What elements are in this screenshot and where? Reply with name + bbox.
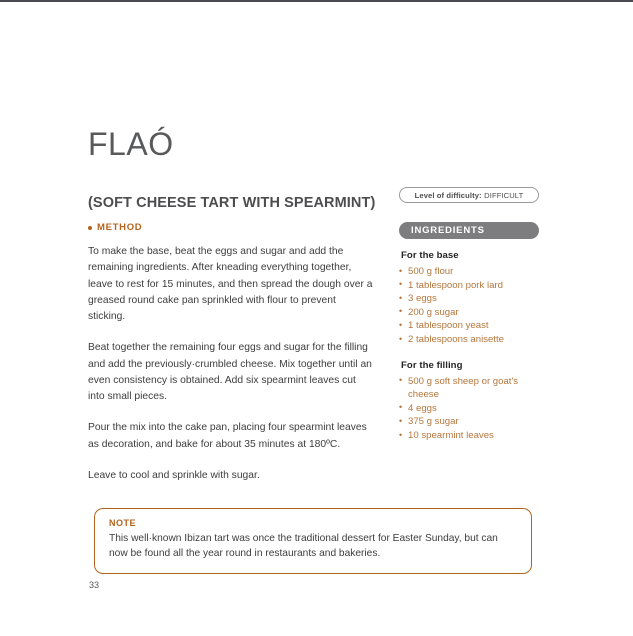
page-number: 33 — [89, 580, 100, 590]
list-item: • 2 tablespoons anisette — [399, 333, 545, 347]
ingredients-header-label: INGREDIENTS — [411, 225, 485, 236]
difficulty-badge — [399, 187, 539, 203]
page-title: FLAÓ — [88, 126, 174, 163]
list-item: • 500 g flour — [399, 265, 545, 279]
list-item: • 375 g sugar — [399, 415, 545, 429]
method-heading — [88, 222, 375, 233]
method-paragraph: Pour the mix into the cake pan, placing four spearmint leaves as decoration, and bake for about 35 minutes at 180ºC. — [88, 422, 367, 450]
ingredient-group-title: For the base — [401, 250, 459, 261]
ingredient-group-base — [399, 250, 545, 347]
difficulty-label: Level of difficulty: — [414, 190, 482, 200]
list-item: • 1 tablespoon pork lard — [399, 279, 545, 293]
recipe-page — [0, 2, 633, 636]
ingredient-group-filling — [399, 360, 545, 443]
bullet-dot-icon — [88, 226, 92, 230]
note-box — [94, 508, 532, 574]
method-section — [88, 222, 375, 484]
list-item: • 3 eggs — [399, 292, 545, 306]
difficulty-value: DIFFICULT — [484, 190, 524, 200]
page-subtitle: (SOFT CHEESE TART WITH SPEARMINT) — [88, 195, 376, 212]
list-item: • 200 g sugar — [399, 306, 545, 320]
ingredient-list — [399, 265, 545, 347]
list-item: • 4 eggs — [399, 402, 545, 416]
ingredients-header-bar — [399, 222, 539, 239]
sidebar-column — [399, 187, 545, 443]
ingredient-group-title: For the filling — [401, 359, 463, 371]
ingredient-list — [399, 375, 545, 443]
list-item: • 10 spearmint leaves — [399, 429, 545, 443]
method-paragraph: Leave to cool and sprinkle with sugar. — [88, 469, 260, 481]
note-text: This well·known Ibizan tart was once the traditional dessert for Easter Sunday, but can now be found all the year round in restaurants and bakeries. — [109, 533, 498, 560]
list-item: • 1 tablespoon yeast — [399, 319, 545, 333]
note-label: NOTE — [109, 518, 137, 528]
list-item: • 500 g soft sheep or goat's cheese — [399, 375, 545, 402]
method-paragraph: To make the base, beat the eggs and sugar and add the remaining ingredients. After kneading everything together, leave to rest for 15 minutes, and then spread the dough over a greased round cake pan sprinkled with flour to prevent sticking. — [88, 246, 373, 323]
method-heading-label: METHOD — [97, 222, 143, 233]
method-paragraph: Beat together the remaining four eggs and sugar for the filling and add the previously·crumbled cheese. Mix together until an even consistency is obtained. Add six spearmint leaves cut into small pieces. — [88, 342, 372, 403]
